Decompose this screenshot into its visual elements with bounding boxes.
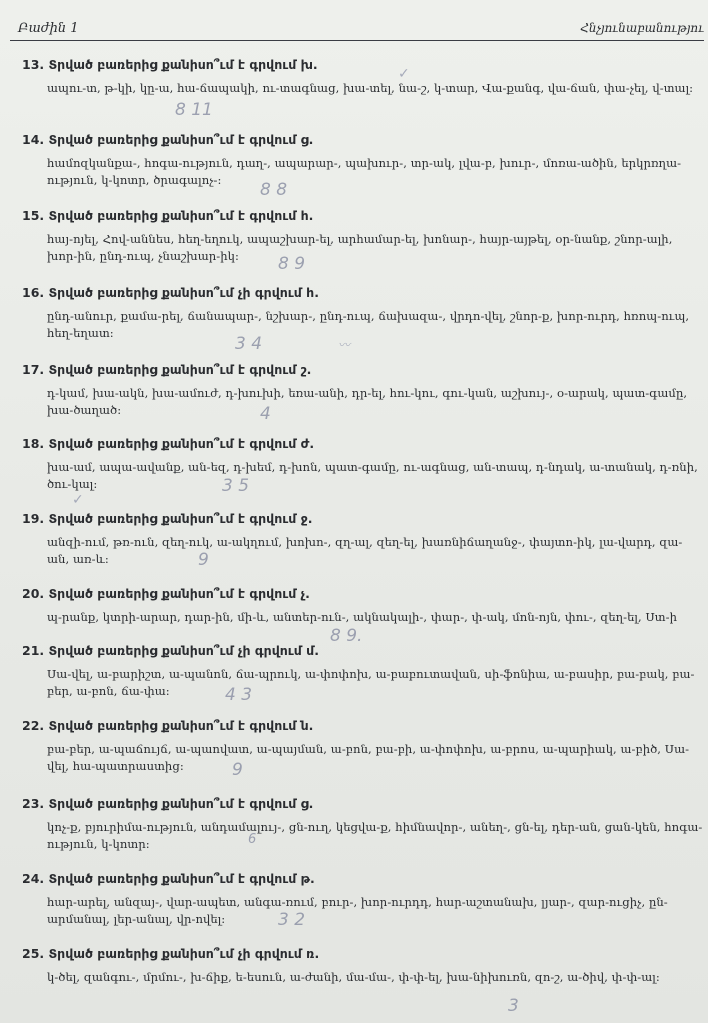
checkmark-icon: ✓	[398, 66, 410, 82]
question-title: 24. Տրված բառերից քանիսո՞ւմ է գրվում թ.	[22, 871, 315, 886]
question-17	[22, 362, 704, 419]
question-body: կ-ծել, զանգու-, մրմու-, խ-ճիք, ե-եսուն, ա-ժանի, մա-մա-, փ-փ-ել, խա-նիխուռն, զո-շ, ա-ծիվ, փ-փ-ալ:	[47, 970, 660, 984]
question-title: 14. Տրված բառերից քանիսո՞ւմ է գրվում ց.	[22, 132, 314, 147]
squiggle-mark-icon: 〰	[338, 338, 351, 352]
question-20	[22, 586, 704, 626]
question-16	[22, 285, 704, 342]
handwritten-note: 6	[248, 832, 257, 847]
handwritten-note: 8 9.	[330, 626, 363, 646]
question-body: դ-կամ, խա-ակն, խա-ամուժ, դ-խուխի, եռա-անի, դր-ել, հու-կու, գու-կան, աշխույ-, օ-արակ, պատ-գամը, խա-ծաղած:	[47, 386, 688, 417]
page-header	[10, 18, 704, 41]
handwritten-note: 8 11	[175, 100, 213, 120]
question-body: ընդ-անուր, քամա-րել, ճանապար-, նշխար-, ընդ-ուպ, ճախազա-, վրդո-վել, շնոր-ք, խոր-ուրդ, հռոպ-ուպ, հեղ-եղատ:	[47, 309, 690, 340]
question-24	[22, 871, 704, 928]
question-title: 23. Տրված բառերից քանիսո՞ւմ է գրվում ց.	[22, 796, 314, 811]
question-21	[22, 643, 704, 700]
handwritten-note: 3 5	[222, 476, 250, 496]
chapter-title: Հնչյունաբանությու	[580, 21, 704, 35]
question-15	[22, 208, 704, 265]
question-title: 13. Տրված բառերից քանիսո՞ւմ է գրվում խ.	[22, 57, 318, 72]
question-title: 20. Տրված բառերից քանիսո՞ւմ է գրվում չ.	[22, 586, 310, 601]
question-body: կոչ-ք, բյուրիմա-ություն, անդամալույ-, ցն-ուղ, կեցվա-ք, հիմնավոր-, անեղ-, ցն-ել, դեր-ան, ցան-կեն, հոգա-ություն, կ-կոտր:	[47, 820, 703, 851]
question-13	[22, 57, 704, 97]
question-body: հայ-ոյել, Հով-աննես, հեղ-եղուկ, ապաշխար-ել, արհամար-ել, խոնար-, հայր-այթել, օր-նանք, շնոր-ալի, խոր-ին, ընդ-ուպ, չնաշխար-իկ:	[47, 232, 673, 263]
question-title: 17. Տրված բառերից քանիսո՞ւմ է գրվում շ.	[22, 362, 312, 377]
question-19	[22, 511, 704, 568]
question-title: 15. Տրված բառերից քանիսո՞ւմ է գրվում հ.	[22, 208, 314, 223]
question-title: 21. Տրված բառերից քանիսո՞ւմ չի գրվում մ.	[22, 643, 319, 658]
question-body: բա-բեր, ա-պաճույճ, ա-պաովատ, ա-պայման, ա-բոն, բա-բի, ա-փոփոխ, ա-բրոս, ա-պարիակ, ա-բիծ, Սա-վել, հա-պատրաստից:	[47, 742, 690, 773]
handwritten-note: 3 2	[278, 910, 306, 930]
handwritten-note: 8 9	[278, 254, 306, 274]
question-title: 25. Տրված բառերից քանիսո՞ւմ չի գրվում ռ.	[22, 946, 320, 961]
handwritten-note: 3 4	[235, 334, 263, 354]
question-body: հար-արել, անզայ-, վար-ապետ, անգա-ռում, բուր-, խոր-ուրդդ, հար-աշտանախ, լյար-, զար-ուցիչ, ըն-արմանալ, լեր-անալ, վր-ովել:	[47, 895, 668, 926]
question-body: պ-րանք, կտրի-արար, դար-ին, մի-և, անտեր-ուն-, ակնակալի-, փար-, փ-ակ, մոն-ոյն, փու-, զեղ-ել, Ստ-ի	[47, 610, 678, 624]
section-label: Բաժին 1	[18, 21, 79, 36]
question-body: համոզկանքա-, հոգա-ություն, դաղ-, ապարար-, պախուր-, տր-ակ, լվա-բ, խուր-, մոռա-ածին, երկրռղա-ություն, կ-կոտր, ծրագալոչ-:	[47, 156, 682, 187]
question-25	[22, 946, 704, 986]
handwritten-note: 9	[232, 760, 243, 780]
question-14	[22, 132, 704, 189]
handwritten-note: 9	[198, 550, 209, 570]
question-body: ապու-տ, թ-կի, կը-ա, հա-ճապակի, ու-տագնաց, խա-տել, նա-շ, կ-տար, Վա-քանգ, վա-ճան, փա-չել, վ-տալ:	[47, 81, 694, 95]
question-body: անզի-ում, թռ-ուն, զեղ-ուկ, ա-ակղում, խոխո-, զղ-ալ, զեղ-ել, խառնիճաղանջ-, փայտո-իկ, լա-վարդ, զա-ան, առ-և:	[47, 535, 683, 566]
question-body: Սա-վել, ա-բարիշտ, ա-պանոն, ճա-պրուկ, ա-փոփոխ, ա-բաբուտավան, սի-ֆոնիա, ա-բասիր, բա-բակ, բա-բեր, ա-բոն, ճա-փա:	[47, 667, 695, 698]
question-title: 19. Տրված բառերից քանիսո՞ւմ է գրվում ջ.	[22, 511, 313, 526]
handwritten-note: 4 3	[225, 685, 253, 705]
question-title: 16. Տրված բառերից քանիսո՞ւմ չի գրվում հ.	[22, 285, 319, 300]
handwritten-note: 8 8	[260, 180, 288, 200]
question-18	[22, 436, 704, 493]
handwritten-note: 3	[508, 996, 519, 1016]
question-22	[22, 718, 704, 775]
checkmark-icon: ✓	[72, 492, 84, 508]
handwritten-note: 4	[260, 404, 271, 424]
question-title: 18. Տրված բառերից քանիսո՞ւմ է գրվում ժ.	[22, 436, 315, 451]
question-title: 22. Տրված բառերից քանիսո՞ւմ է գրվում ն.	[22, 718, 314, 733]
question-body: խա-ամ, ապա-ավանք, ան-եզ, դ-խեմ, դ-խոն, պատ-գամը, ու-ագնաց, ան-տապ, դ-նդակ, ա-տանակ, դ-ռնի, ծու-կալ:	[47, 460, 698, 491]
question-23	[22, 796, 704, 853]
